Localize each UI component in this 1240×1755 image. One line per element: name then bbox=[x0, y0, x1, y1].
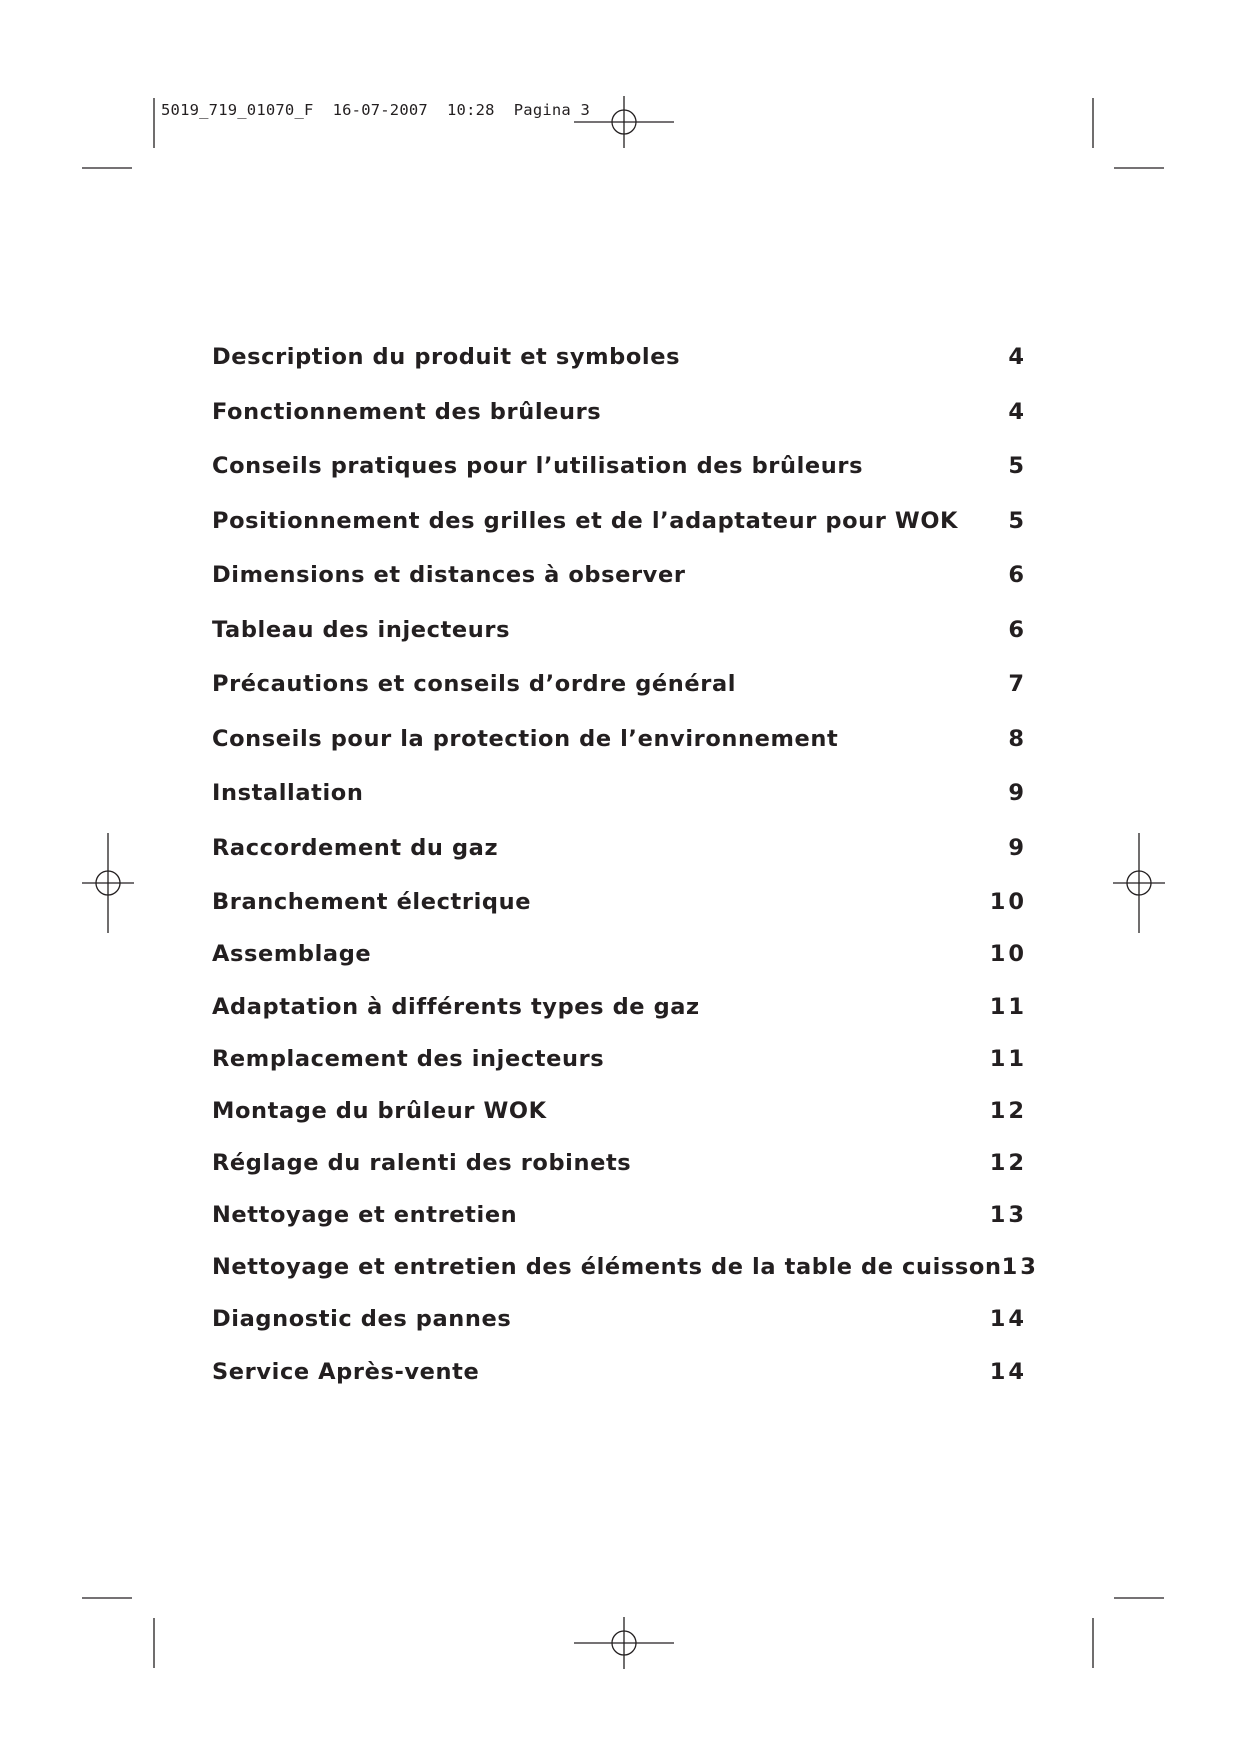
toc-entry-page: 4 bbox=[1008, 399, 1027, 425]
toc-entry bbox=[212, 340, 1027, 374]
toc-entry-page: 6 bbox=[1008, 617, 1027, 643]
toc-entry-page: 11 bbox=[989, 994, 1027, 1020]
slug-file: 5019_719_01070_F bbox=[161, 101, 314, 119]
toc-entry-page: 13 bbox=[1001, 1254, 1039, 1280]
toc-entry-page: 11 bbox=[989, 1046, 1027, 1072]
toc-entry-title: Précautions et conseils d’ordre général bbox=[212, 671, 737, 697]
toc-entry-title: Conseils pratiques pour l’utilisation des brûleurs bbox=[212, 453, 864, 479]
toc-entry bbox=[212, 1094, 1027, 1128]
toc-entry-title: Nettoyage et entretien des éléments de la table de cuisson bbox=[212, 1254, 1002, 1280]
toc-entry bbox=[212, 831, 1027, 865]
toc-entry bbox=[212, 1146, 1027, 1180]
toc-entry-title: Diagnostic des pannes bbox=[212, 1306, 512, 1332]
toc-entry-title: Remplacement des injecteurs bbox=[212, 1046, 605, 1072]
toc-entry bbox=[212, 776, 1027, 810]
toc-entry bbox=[212, 558, 1027, 592]
toc-entry-title: Tableau des injecteurs bbox=[212, 617, 511, 643]
toc-entry-page: 8 bbox=[1008, 726, 1027, 752]
toc-entry-page: 9 bbox=[1008, 835, 1027, 861]
toc-entry-page: 5 bbox=[1008, 508, 1027, 534]
toc-entry-page: 5 bbox=[1008, 453, 1027, 479]
toc-entry bbox=[212, 449, 1027, 483]
slug-time: 10:28 bbox=[447, 101, 495, 119]
toc-entry-page: 12 bbox=[989, 1098, 1027, 1124]
toc-entry-title: Réglage du ralenti des robinets bbox=[212, 1150, 632, 1176]
toc-entry bbox=[212, 1302, 1027, 1336]
toc-entry-page: 9 bbox=[1008, 780, 1027, 806]
toc-entry bbox=[212, 613, 1027, 647]
slug-page: Pagina 3 bbox=[513, 101, 591, 119]
toc-entry bbox=[212, 667, 1027, 701]
toc-entry bbox=[212, 504, 1027, 538]
toc-entry-page: 7 bbox=[1008, 671, 1027, 697]
toc-entry-title: Adaptation à différents types de gaz bbox=[212, 994, 700, 1020]
toc-entry-page: 13 bbox=[989, 1202, 1027, 1228]
toc-entry-page: 12 bbox=[989, 1150, 1027, 1176]
toc-entry bbox=[212, 1355, 1027, 1389]
toc-entry bbox=[212, 395, 1027, 429]
toc-entry-title: Service Après-vente bbox=[212, 1359, 480, 1385]
toc-entry-title: Raccordement du gaz bbox=[212, 835, 499, 861]
toc-entry-title: Conseils pour la protection de l’environnement bbox=[212, 726, 839, 752]
toc-entry bbox=[212, 885, 1027, 919]
toc-entry bbox=[212, 1250, 1039, 1284]
toc-entry-title: Assemblage bbox=[212, 941, 372, 967]
toc-entry-title: Nettoyage et entretien bbox=[212, 1202, 518, 1228]
toc-entry-page: 14 bbox=[989, 1359, 1027, 1385]
table-of-contents bbox=[212, 0, 1039, 1755]
toc-entry bbox=[212, 990, 1027, 1024]
toc-entry-title: Description du produit et symboles bbox=[212, 344, 681, 370]
toc-entry bbox=[212, 722, 1027, 756]
toc-entry-title: Dimensions et distances à observer bbox=[212, 562, 686, 588]
toc-entry-page: 10 bbox=[989, 889, 1027, 915]
toc-entry bbox=[212, 1198, 1027, 1232]
toc-entry-page: 4 bbox=[1008, 344, 1027, 370]
toc-entry-title: Installation bbox=[212, 780, 364, 806]
toc-entry-title: Positionnement des grilles et de l’adaptateur pour WOK bbox=[212, 508, 959, 534]
registration-mark-left bbox=[82, 833, 134, 933]
toc-entry-page: 6 bbox=[1008, 562, 1027, 588]
toc-entry-title: Fonctionnement des brûleurs bbox=[212, 399, 602, 425]
toc-entry-page: 14 bbox=[989, 1306, 1027, 1332]
registration-mark-right bbox=[1113, 833, 1165, 933]
toc-entry-title: Montage du brûleur WOK bbox=[212, 1098, 547, 1124]
slug-date: 16-07-2007 bbox=[332, 101, 428, 119]
toc-entry-title: Branchement électrique bbox=[212, 889, 532, 915]
toc-entry bbox=[212, 937, 1027, 971]
toc-entry-page: 10 bbox=[989, 941, 1027, 967]
toc-entry bbox=[212, 1042, 1027, 1076]
